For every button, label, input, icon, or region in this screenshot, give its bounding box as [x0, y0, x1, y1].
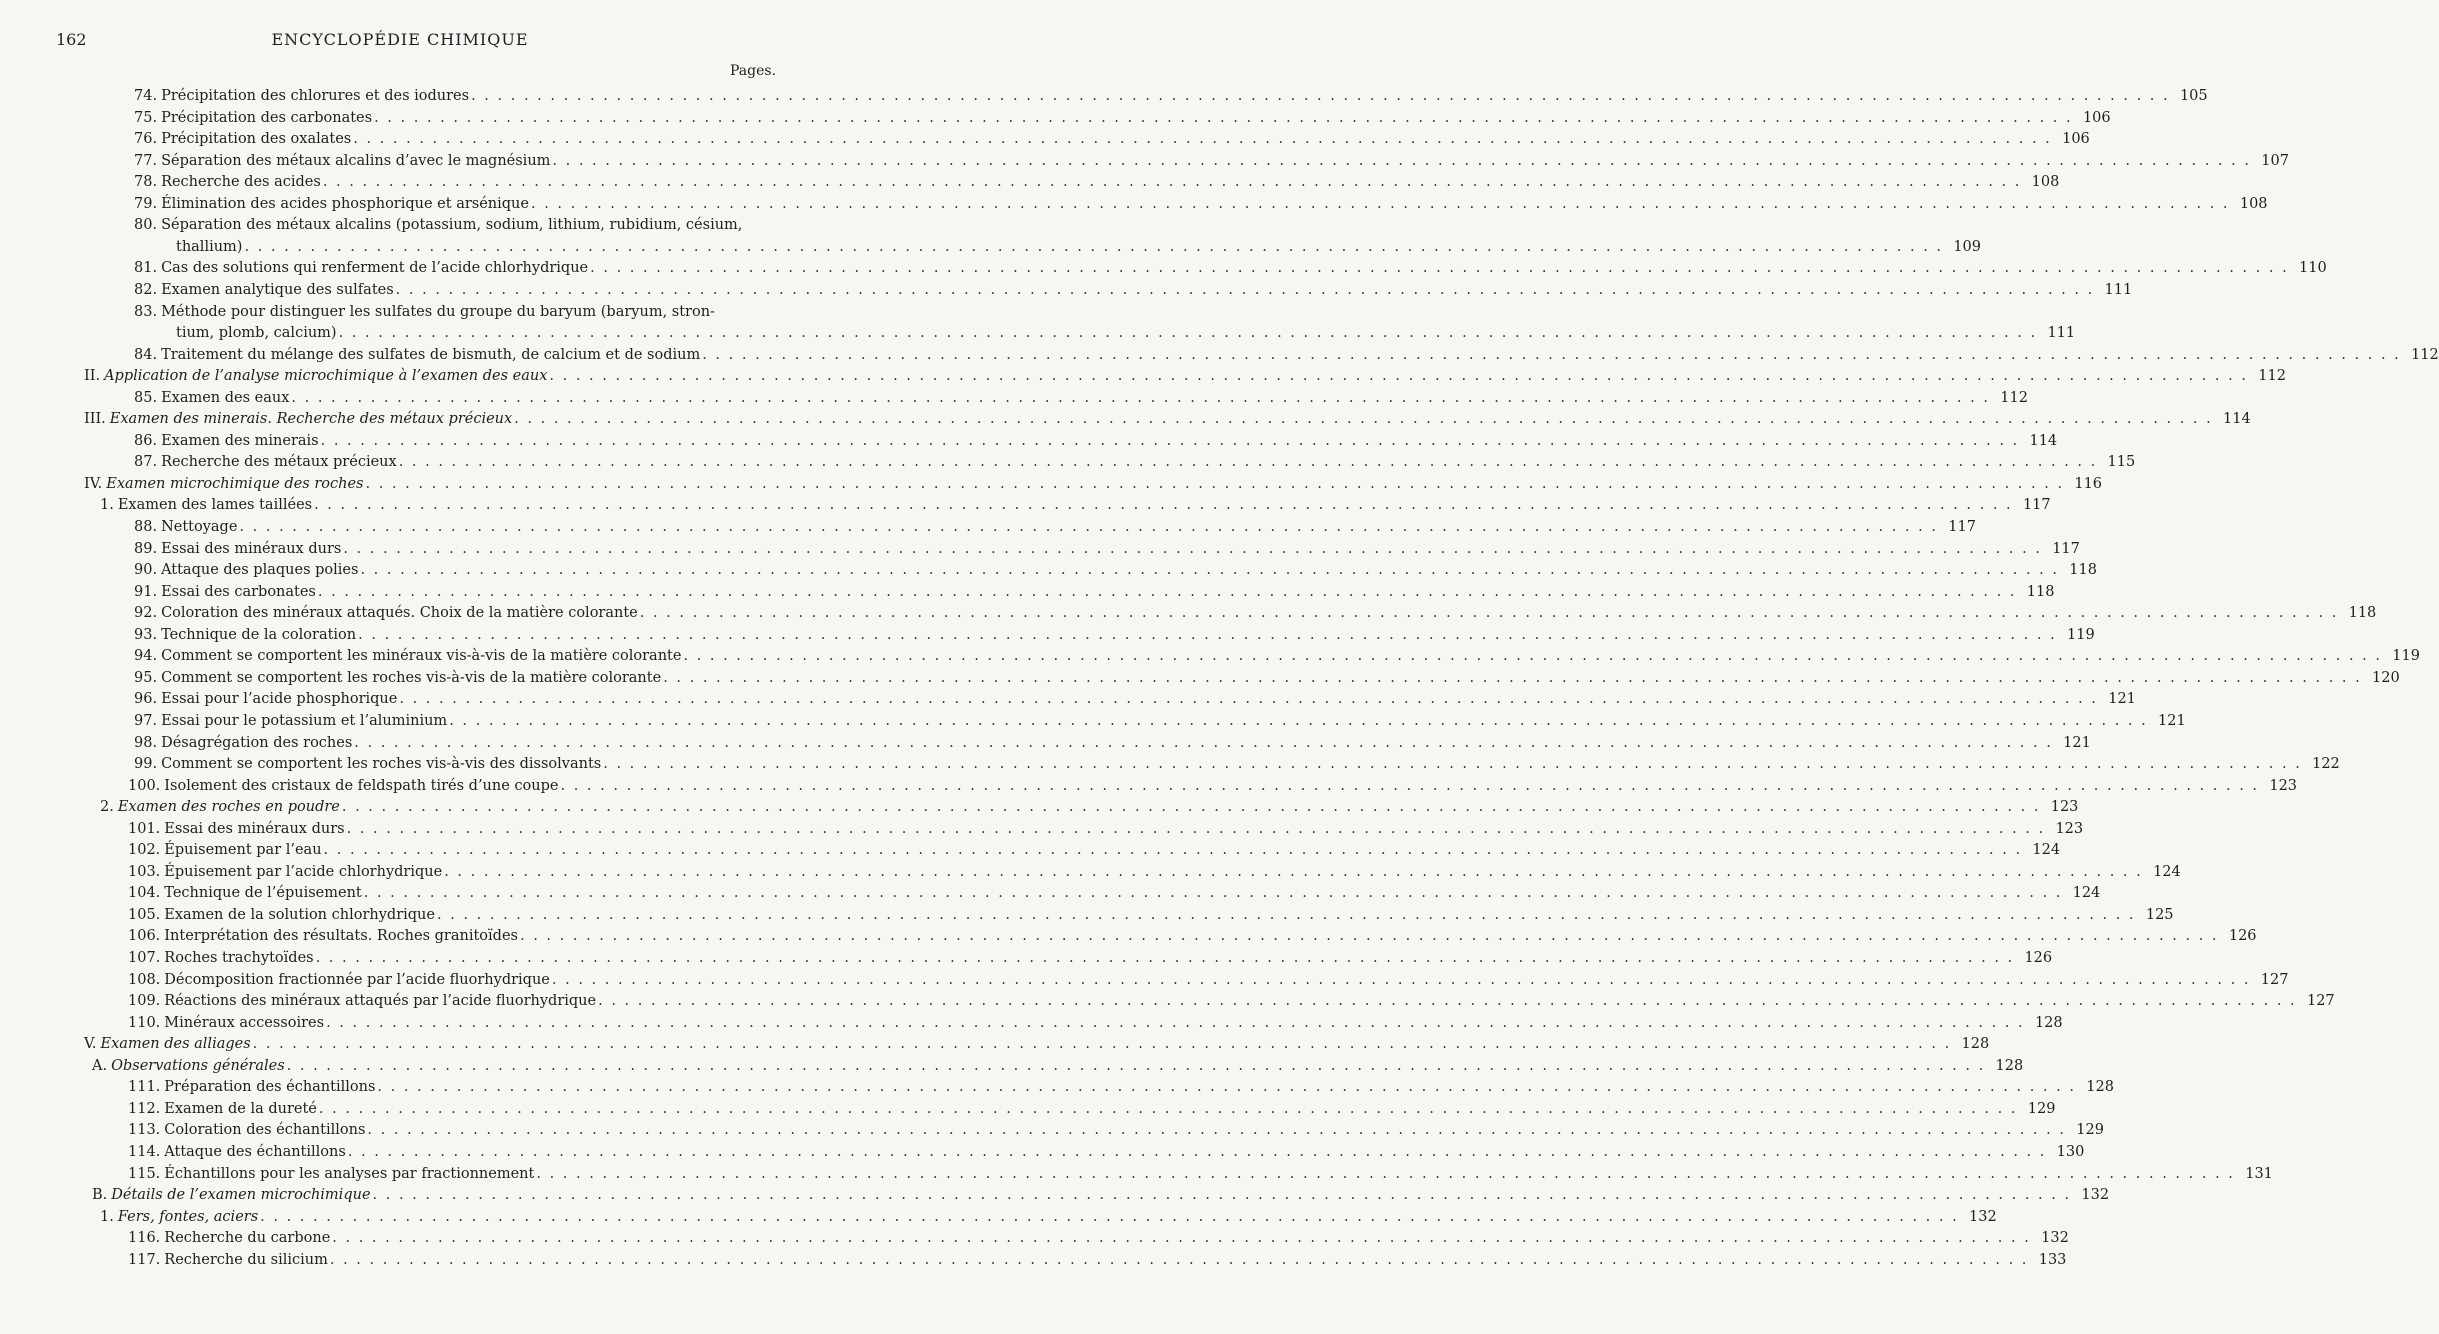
toc-entry-page: 128 — [1961, 1036, 1990, 1053]
toc-entry-number: III. — [84, 411, 106, 428]
toc-entry-title: Échantillons pour les analyses par fractionnement — [164, 1165, 535, 1182]
toc-entry-title: thallium) — [176, 238, 243, 255]
toc-entry-page: 124 — [2153, 863, 2181, 880]
dot-leader — [237, 517, 1940, 538]
toc-entry-page: 131 — [2245, 1165, 2273, 1182]
dot-leader — [356, 625, 2059, 646]
toc-entry-page: 105 — [2179, 88, 2208, 104]
toc-entry-page: 132 — [2041, 1230, 2069, 1247]
dot-leader — [550, 151, 2253, 172]
dot-leader — [345, 819, 2048, 840]
toc-entry-number: IV. — [84, 475, 103, 492]
toc-entry-page: 114 — [2029, 432, 2058, 449]
toc-entry-title: Cas des solutions qui renferment de l’acide chlorhydrique — [161, 260, 589, 277]
toc-entry — [0, 1034, 1990, 1055]
toc-entry-number: 1. — [100, 1208, 114, 1225]
page-number: 162 — [56, 30, 87, 49]
toc-entry-page: 129 — [2076, 1122, 2104, 1139]
toc-entry — [0, 1056, 2024, 1077]
toc-entry-title: Technique de l’épuisement — [164, 885, 362, 902]
dot-leader — [681, 646, 2384, 667]
toc-entry-title: Élimination des acides phosphorique et arsénique — [161, 195, 529, 212]
toc-entry-number: 78. — [134, 174, 158, 191]
toc-entry-number: 100. — [128, 777, 161, 794]
toc-entry-page: 111 — [2047, 325, 2076, 342]
toc-entry — [0, 495, 2051, 516]
toc-entry-page: 117 — [2052, 540, 2080, 557]
dot-leader — [550, 970, 2253, 991]
toc-entry — [0, 452, 2136, 473]
dot-leader — [588, 258, 2291, 279]
toc-entry — [0, 86, 2208, 107]
toc-entry — [0, 517, 1976, 538]
toc-entry-number: 81. — [134, 260, 158, 277]
toc-entry-page: 132 — [2081, 1187, 2110, 1204]
dot-leader — [337, 323, 2040, 344]
dot-leader — [321, 172, 2024, 193]
toc-entry-page: 117 — [2022, 497, 2051, 514]
toc-entry-number: 106. — [128, 928, 161, 945]
toc-entry-page: 117 — [1948, 519, 1976, 535]
dot-leader — [447, 711, 2150, 732]
toc-entry-title: Essai des minéraux durs — [161, 540, 342, 557]
toc-entry-number: 76. — [134, 131, 158, 148]
dot-leader — [601, 754, 2304, 775]
toc-entry-number: 98. — [134, 734, 158, 751]
toc-entry-number: 86. — [134, 432, 158, 449]
toc-entry-title: Épuisement par l’acide chlorhydrique — [164, 863, 443, 880]
dot-leader — [330, 1228, 2033, 1249]
toc-entry-page: 120 — [2372, 669, 2400, 686]
toc-entry-number: 115. — [128, 1165, 161, 1182]
toc-entry-title: Essai pour le potassium et l’aluminium — [161, 712, 448, 729]
toc-entry-title: Coloration des minéraux attaqués. Choix de la matière colorante — [161, 605, 638, 622]
toc-entry-number: 111. — [128, 1079, 161, 1096]
toc-entry-title: Essai des carbonates — [161, 583, 316, 600]
running-head: ENCYCLOPÉDIE CHIMIQUE — [271, 30, 529, 49]
dot-leader — [529, 194, 2232, 215]
toc-entry-title: Épuisement par l’eau — [164, 842, 322, 859]
toc-entry-page: 118 — [2069, 562, 2097, 579]
toc-entry — [0, 625, 2095, 646]
toc-entry-page: 121 — [2063, 734, 2091, 751]
toc-entry — [0, 366, 2286, 387]
toc-entry-number: V. — [84, 1036, 97, 1053]
toc-entry-page: 118 — [2026, 583, 2055, 600]
toc-entry-title: Attaque des échantillons — [164, 1143, 346, 1160]
toc-entry-page: 130 — [2056, 1143, 2085, 1160]
toc-entry — [0, 237, 1982, 258]
toc-entry-title: Attaque des plaques polies — [161, 562, 359, 579]
dot-leader — [351, 129, 2054, 150]
toc-entry-number: 2. — [100, 799, 114, 816]
toc-entry-page: 126 — [2024, 950, 2053, 966]
toc-entry-number: 114. — [128, 1143, 161, 1160]
toc-entry-title: Essai pour l’acide phosphorique — [161, 691, 398, 708]
dot-leader — [375, 1077, 2078, 1098]
dot-leader — [314, 948, 2017, 969]
toc-entry-title: Recherche du carbone — [164, 1230, 331, 1247]
toc-entry — [0, 1185, 2110, 1206]
dot-leader — [547, 366, 2250, 387]
toc-entry — [0, 129, 2090, 150]
dot-leader — [558, 776, 2261, 797]
toc-entry-title: Détails de l’examen microchimique — [111, 1187, 371, 1204]
toc-entry-title: Examen de la solution chlorhydrique — [164, 906, 435, 923]
dot-leader — [362, 883, 2065, 904]
toc-entry-number: B. — [92, 1187, 108, 1204]
toc-entry-page: 108 — [2031, 174, 2060, 191]
toc-entry-title: Précipitation des carbonates — [161, 109, 373, 126]
toc-entry-number: 80. — [134, 217, 158, 234]
toc-entry-number: 91. — [134, 583, 158, 600]
toc-entry-title: Précipitation des chlorures et des iodures — [161, 88, 470, 104]
dot-leader — [365, 1120, 2068, 1141]
toc-entry-title: Examen des minerais. Recherche des métaux précieux — [109, 411, 513, 428]
toc-entry-title: Désagrégation des roches — [161, 734, 353, 751]
toc-entry-title: Préparation des échantillons — [164, 1079, 376, 1096]
toc-entry-number: 109. — [128, 993, 161, 1010]
toc-entry — [0, 1142, 2085, 1163]
toc-entry-title: Séparation des métaux alcalins (potassium, sodium, lithium, rubidium, césium, — [161, 217, 743, 234]
toc-entry-page: 123 — [2050, 799, 2079, 816]
toc-entry-title: Recherche des acides — [161, 174, 321, 191]
toc-entry-page: 118 — [2348, 605, 2377, 622]
toc-entry-page: 112 — [2258, 368, 2286, 385]
toc-entry-page: 124 — [2072, 885, 2101, 902]
toc-entry-page: 111 — [2104, 281, 2133, 298]
dot-leader — [397, 452, 2100, 473]
toc-entry — [0, 280, 2133, 301]
toc-entry — [0, 862, 2181, 883]
toc-entry-number: 82. — [134, 281, 158, 298]
toc-entry — [0, 991, 2335, 1012]
dot-leader — [258, 1207, 1961, 1228]
toc-entry-page: 127 — [2260, 971, 2289, 988]
toc-entry-page: 128 — [1995, 1057, 2024, 1074]
toc-entry-page: 133 — [2038, 1251, 2067, 1268]
dot-leader — [251, 1034, 1954, 1055]
dot-leader — [312, 495, 2015, 516]
toc-entry-page: 106 — [2082, 109, 2111, 126]
toc-entry-page: 107 — [2261, 152, 2289, 169]
toc-entry — [0, 1013, 2063, 1034]
toc-entry-number: 105. — [128, 906, 161, 923]
toc-entry — [0, 668, 2400, 689]
toc-entry — [0, 819, 2084, 840]
dot-leader — [371, 1185, 2074, 1206]
toc-entry-number: 113. — [128, 1122, 161, 1139]
toc-entry-number: 95. — [134, 669, 158, 686]
toc-entry-number: A. — [92, 1057, 108, 1074]
toc-entry-page: 123 — [2269, 777, 2298, 794]
toc-entry-title: Examen des roches en poudre — [117, 799, 340, 816]
toc-entry — [0, 948, 2053, 969]
toc-entry-title: Examen des eaux — [161, 389, 290, 406]
toc-entry — [0, 883, 2101, 904]
toc-entry — [0, 776, 2298, 797]
toc-entry-number: 88. — [134, 519, 158, 535]
dot-leader — [285, 1056, 1988, 1077]
toc-entry-number: 102. — [128, 842, 161, 859]
dot-leader — [317, 1099, 2020, 1120]
toc-entry-title: Examen des minerais — [161, 432, 319, 449]
toc-entry-page: 127 — [2306, 993, 2335, 1010]
toc-entry-number: 116. — [128, 1230, 161, 1247]
dot-leader — [328, 1250, 2031, 1271]
toc-entry-page: 125 — [2145, 906, 2174, 923]
toc-entry-page: 106 — [2062, 131, 2090, 148]
toc-entry — [0, 970, 2289, 991]
toc-entry-number: 99. — [134, 756, 158, 773]
toc-entry — [0, 172, 2060, 193]
toc-entry-number: 110. — [128, 1014, 161, 1031]
toc-entry-number: 101. — [128, 820, 161, 837]
toc-entry-title: tium, plomb, calcium) — [176, 325, 337, 342]
toc-entry-title: Comment se comportent les roches vis-à-vis de la matière colorante — [161, 669, 662, 686]
toc-entry — [0, 409, 2251, 430]
toc-entry — [0, 905, 2174, 926]
toc-entry-number: 108. — [128, 971, 161, 988]
toc-entry-page: 128 — [2034, 1014, 2063, 1031]
dot-leader — [700, 345, 2403, 366]
toc-entry-title: Minéraux accessoires — [164, 1014, 325, 1031]
toc-entry — [0, 1164, 2273, 1185]
toc-entry — [0, 603, 2377, 624]
dot-leader — [661, 668, 2364, 689]
toc-entry-title: Précipitation des oxalates — [161, 131, 352, 148]
dot-leader — [372, 108, 2075, 129]
toc-entry-number: 74. — [134, 88, 158, 104]
pages-column-label: Pages. — [730, 63, 777, 79]
toc-entry — [0, 108, 2111, 129]
dot-leader — [352, 733, 2055, 754]
toc-entry — [0, 840, 2061, 861]
toc-entry — [0, 194, 2268, 215]
toc-entry-title: Application de l’analyse microchimique à l’examen des eaux — [104, 368, 548, 385]
toc-entry-page: 121 — [2108, 691, 2136, 708]
toc-entry — [0, 539, 2080, 560]
toc-entry-number: 1. — [100, 497, 114, 514]
toc-entry — [0, 215, 800, 236]
toc-entry-title: Coloration des échantillons — [164, 1122, 366, 1139]
toc-entry-title: Traitement du mélange des sulfates de bismuth, de calcium et de sodium — [161, 346, 701, 363]
toc-entry-title: Examen des alliages — [100, 1036, 251, 1053]
toc-entry — [0, 689, 2136, 710]
toc-entry-number: 107. — [128, 950, 161, 966]
toc-entry-title: Comment se comportent les minéraux vis-à-vis de la matière colorante — [161, 648, 682, 665]
toc-entry — [0, 646, 2420, 667]
dot-leader — [319, 431, 2022, 452]
toc-entry-page: 109 — [1953, 238, 1982, 255]
dot-leader — [358, 560, 2061, 581]
toc-entry — [0, 1250, 2067, 1271]
toc-entry-title: Recherche des métaux précieux — [161, 454, 397, 471]
toc-entry-page: 114 — [2223, 411, 2251, 428]
dot-leader — [397, 689, 2100, 710]
toc-entry-title: Examen des lames taillées — [117, 497, 313, 514]
toc-entry-number: 85. — [134, 389, 158, 406]
toc-entry-title: Examen microchimique des roches — [106, 475, 364, 492]
dot-leader — [638, 603, 2341, 624]
toc-entry — [0, 323, 2076, 344]
dot-leader — [341, 539, 2044, 560]
toc-entry — [0, 1120, 2104, 1141]
toc-entry-number: 112. — [128, 1100, 161, 1117]
toc-entry-page: 128 — [2086, 1079, 2114, 1096]
toc-entry-title: Fers, fontes, aciers — [117, 1208, 259, 1225]
toc-entry — [0, 733, 2091, 754]
dot-leader — [394, 280, 2097, 301]
toc-entry-page: 119 — [2067, 626, 2095, 643]
toc-entry-page: 129 — [2027, 1100, 2056, 1117]
dot-leader — [364, 474, 2067, 495]
toc-entry-title: Observations générales — [111, 1057, 285, 1074]
toc-entry — [0, 431, 2058, 452]
dot-leader — [289, 388, 1992, 409]
toc-entry — [0, 754, 2340, 775]
toc-entry — [0, 474, 2103, 495]
dot-leader — [346, 1142, 2049, 1163]
toc-entry-page: 121 — [2158, 712, 2186, 729]
toc-entry-title: Méthode pour distinguer les sulfates du groupe du baryum (baryum, stron- — [161, 303, 715, 320]
toc-entry-number: 104. — [128, 885, 161, 902]
toc-entry-title: Recherche du silicium — [164, 1251, 328, 1268]
dot-leader — [324, 1013, 2027, 1034]
dot-leader — [340, 797, 2043, 818]
toc-entry — [0, 560, 2097, 581]
toc-entry-number: 83. — [134, 303, 158, 320]
dot-leader — [242, 237, 1945, 258]
dot-leader — [442, 862, 2145, 883]
toc-entry-title: Réactions des minéraux attaqués par l’acide fluorhydrique — [164, 993, 597, 1010]
toc-entry-page: 124 — [2032, 842, 2061, 859]
toc-entry-title: Nettoyage — [161, 519, 238, 535]
dot-leader — [435, 905, 2138, 926]
toc-entry-page: 110 — [2299, 260, 2327, 277]
toc-entry-number: 96. — [134, 691, 158, 708]
toc-entry — [0, 1207, 1997, 1228]
toc-entry-page: 126 — [2228, 928, 2257, 945]
toc-entry-page: 116 — [2074, 475, 2103, 492]
toc-entry-number: 79. — [134, 195, 158, 212]
toc-entry-page: 122 — [2312, 756, 2340, 773]
toc-entry-number: 89. — [134, 540, 158, 557]
toc-entry-number: 97. — [134, 712, 158, 729]
toc-entry-page: 115 — [2107, 454, 2136, 471]
toc-entry-number: 103. — [128, 863, 161, 880]
toc-entry — [0, 388, 2028, 409]
toc-entry-number: 94. — [134, 648, 158, 665]
toc-entry — [0, 582, 2055, 603]
toc-entry-title: Séparation des métaux alcalins d’avec le magnésium — [161, 152, 551, 169]
toc-entry-number: 77. — [134, 152, 158, 169]
toc-entry-title: Examen analytique des sulfates — [161, 281, 394, 298]
toc-entry — [0, 1228, 2069, 1249]
toc-entry-number: II. — [84, 368, 101, 385]
toc-entry-number: 84. — [134, 346, 158, 363]
toc-entry-number: 90. — [134, 562, 158, 579]
toc-entry-number: 75. — [134, 109, 158, 126]
toc-entry — [0, 711, 2186, 732]
toc-entry-page: 112 — [2000, 389, 2028, 406]
toc-entry-title: Comment se comportent les roches vis-à-vis des dissolvants — [161, 756, 602, 773]
toc-entry — [0, 1099, 2056, 1120]
toc-entry-number: 92. — [134, 605, 158, 622]
dot-leader — [322, 840, 2025, 861]
dot-leader — [469, 86, 2172, 107]
toc-entry-page: 123 — [2055, 820, 2084, 837]
toc-entry-title: Examen de la dureté — [164, 1100, 317, 1117]
dot-leader — [512, 409, 2215, 430]
toc-entry-page: 108 — [2239, 195, 2268, 212]
toc-entry-number: 87. — [134, 454, 158, 471]
toc-entry — [0, 302, 800, 323]
dot-leader — [534, 1164, 2237, 1185]
dot-leader — [596, 991, 2299, 1012]
toc-entry-page: 119 — [2392, 648, 2420, 665]
toc-entry-title: Décomposition fractionnée par l’acide fluorhydrique — [164, 971, 550, 988]
toc-entry — [0, 151, 2289, 172]
toc-entry-title: Roches trachytoïdes — [164, 950, 314, 966]
toc-entry — [0, 926, 2257, 947]
toc-entry-title: Technique de la coloration — [161, 626, 357, 643]
toc-entry — [0, 258, 2327, 279]
dot-leader — [518, 926, 2221, 947]
toc-entry-number: 117. — [128, 1251, 161, 1268]
toc-entry-title: Isolement des cristaux de feldspath tirés d’une coupe — [164, 777, 559, 794]
toc-entry-number: 93. — [134, 626, 158, 643]
toc-entry-page: 112 — [2411, 346, 2439, 363]
dot-leader — [316, 582, 2019, 603]
toc-entry-title: Interprétation des résultats. Roches granitoïdes — [164, 928, 518, 945]
toc-entry-page: 132 — [1969, 1208, 1997, 1225]
toc-entry — [0, 345, 2439, 366]
toc-entry — [0, 1077, 2114, 1098]
toc-entry-title: Essai des minéraux durs — [164, 820, 345, 837]
toc-entry — [0, 797, 2079, 818]
